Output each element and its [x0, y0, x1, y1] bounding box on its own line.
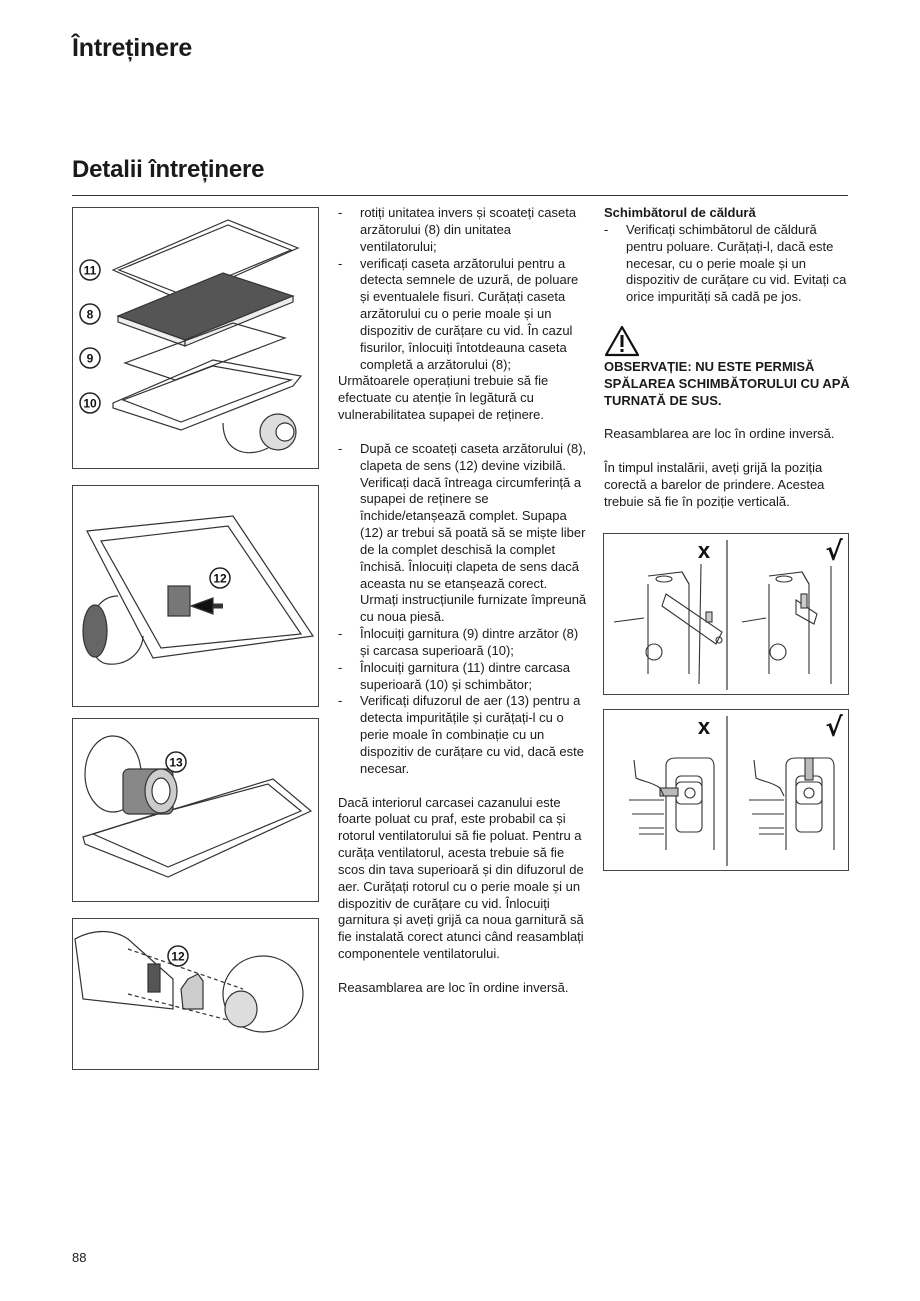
paragraph: Dacă interiorul carcasei cazanului este foarte poluat cu praf, este probabil ca și rotorul ventilatorului să fie poluat. Pentru a curăța ventilatorul, acesta trebuie să fie scos din tava superioară și din difuzorul de aer. Curățați rotorul cu o perie moale și un dispozitiv de curățare cu vid. Înlocuiți garnitura și aveți grijă ca noua garnitură să fie instalată corect atunci când reasamblați componentele ventilatorului. [338, 794, 584, 962]
list-item: - După ce scoateți caseta arzătorului (8), clapeta de sens (12) devine vizibilă. Verificați dacă întreaga circumferință a supapei de reținere se închide/etanșează complet. Supapa (12) ar trebui să poată să se miște liber de la complet deschisă la complet închisă. Înlocuiți clapeta de sens dacă aceasta nu se etanșează corect. Urmați instrucțiunile furnizate împreună cu noua piesă. [338, 440, 587, 625]
svg-text:13: 13 [169, 755, 183, 770]
figure-exploded-burner [72, 207, 319, 469]
callout-8 [80, 304, 100, 324]
fan-removal-illustration [73, 919, 320, 1071]
callout-13 [166, 752, 186, 772]
list-marker: - [338, 693, 343, 709]
exploded-burner-illustration [73, 208, 320, 470]
figure-air-diffuser [72, 718, 319, 902]
figure-clamp-front-view [603, 709, 849, 871]
paragraph: Următoarele operațiuni trebuie să fie efectuate cu atenție în legătură cu vulnerabilitatea supapei de reținere. [338, 373, 549, 423]
list-item: - rotiți unitatea invers și scoateți caseta arzătorului (8) din unitatea ventilatorului; [338, 205, 577, 254]
callout-10 [80, 393, 100, 413]
svg-text:12: 12 [171, 949, 185, 964]
figure-clamp-side-view [603, 533, 849, 695]
list-marker: - [338, 659, 343, 675]
paragraph: În timpul instalării, aveți grijă la poziția corectă a barelor de prindere. Acestea trebuie să fie în poziție verticală. [604, 459, 825, 509]
right-mark-icon: √ [825, 713, 843, 743]
callout-12 [210, 568, 230, 588]
list-item: - Verificați schimbătorul de căldură pentru poluare. Curățați-l, dacă este necesar, cu o perie moale și un dispozitiv de curățare cu vid. Evitați ca orice impurități să cadă pe jos. [604, 221, 847, 305]
list-item: - Înlocuiți garnitura (9) dintre arzător (8) și carcasa superioară (10); [338, 626, 579, 658]
paragraph: Reasamblarea are loc în ordine inversă. [604, 426, 835, 442]
list-item: - verificați caseta arzătorului pentru a detecta semnele de uzură, de poluare și eventualele fisuri. Curățați caseta arzătorului cu o perie moale și un dispozitiv de curățare cu vid. În cazul fisurilor, înlocuiți întotdeauna caseta completă a arzătorului (8); [338, 255, 579, 372]
svg-text:8: 8 [86, 307, 94, 322]
list-marker: - [338, 205, 343, 220]
wrong-mark-icon: x [697, 714, 711, 739]
non-return-valve-illustration [73, 486, 320, 708]
list-item: - Verificați difuzorul de aer (13) pentru a detecta impuritățile și curățați-l cu o perie moale în combinație cu un dispozitiv de curățare cu vid, dacă este necesar. [338, 693, 585, 776]
paragraph: Reasamblarea are loc în ordine inversă. [338, 979, 569, 995]
chapter-title: Întreținere [72, 34, 193, 62]
callout-9 [80, 348, 100, 368]
figure-fan-removal [72, 918, 319, 1070]
svg-text:11: 11 [83, 263, 97, 278]
list-marker: - [604, 221, 609, 237]
list-marker: - [338, 626, 343, 642]
warning-triangle-icon [604, 325, 640, 357]
svg-text:12: 12 [213, 571, 227, 586]
clamp-side-view-illustration [604, 534, 850, 696]
list-item: - Înlocuiți garnitura (11) dintre carcasa superioară (10) și schimbător; [338, 659, 571, 692]
svg-text:9: 9 [86, 351, 94, 366]
clamp-front-view-illustration [604, 710, 850, 872]
figure-non-return-valve [72, 485, 319, 707]
section-title: Detalii întreținere [72, 156, 265, 183]
callout-11 [80, 260, 100, 280]
wrong-mark-icon: x [697, 538, 711, 563]
right-mark-icon: √ [825, 537, 843, 567]
middle-column [338, 205, 588, 997]
callout-12 [168, 946, 188, 966]
svg-text:10: 10 [83, 396, 97, 411]
list-marker: - [338, 440, 343, 456]
page-number: 88 [72, 1250, 87, 1265]
subheading: Schimbătorul de căldură [604, 205, 756, 220]
warning-text: OBSERVAȚIE: NU ESTE PERMISĂ SPĂLAREA SCHIMBĂTORULUI CU APĂ TURNATĂ DE SUS. [604, 358, 850, 408]
list-marker: - [338, 255, 343, 271]
section-divider [72, 195, 848, 196]
right-column [604, 205, 852, 511]
air-diffuser-illustration [73, 719, 320, 903]
